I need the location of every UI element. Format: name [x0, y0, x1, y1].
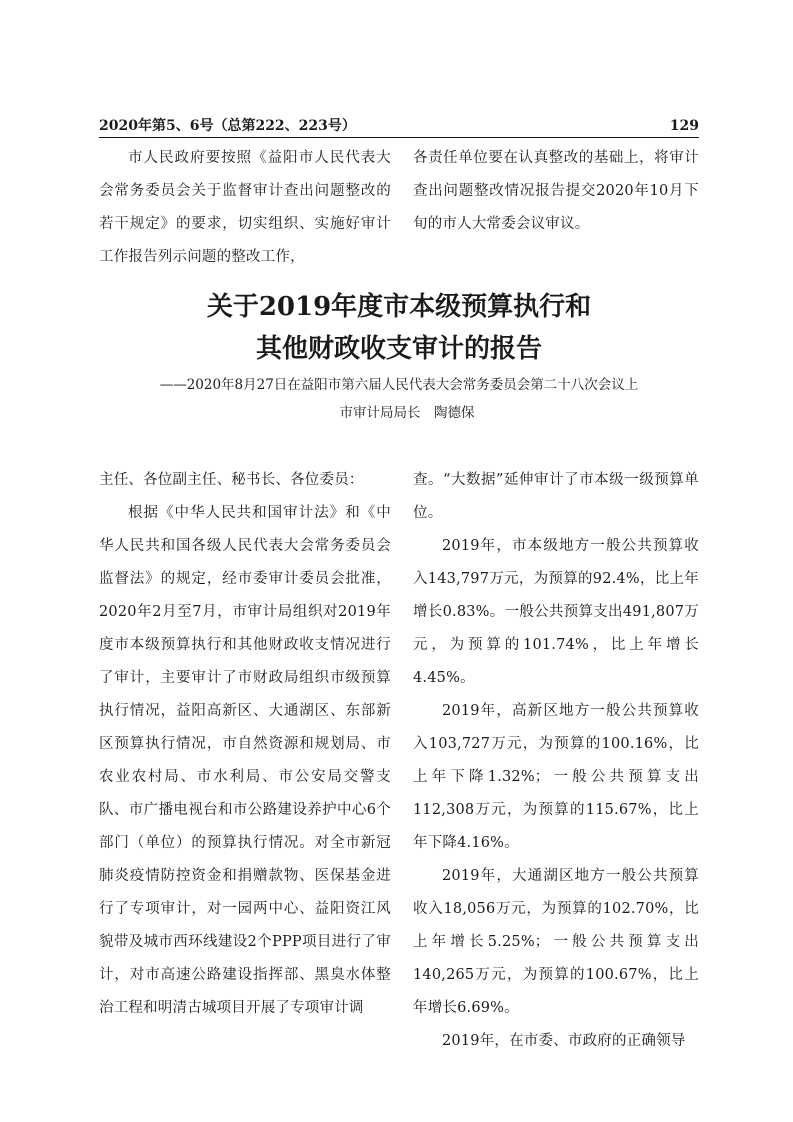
top-left-paragraph: 市人民政府要按照《益阳市人民代表大会常务委员会关于监督审计查出问题整改的若干规定》的要求，切实组织、实施好审计工作报告列示问题的整改工作，: [99, 150, 391, 265]
top-right-paragraph: 各责任单位要在认真整改的基础上，将审计查出问题整改情况报告提交2020年10月下旬的市人大常委会议审议。: [413, 150, 699, 232]
top-right-column: [413, 142, 699, 241]
body-paragraph-continued: 查。“大数据”延伸审计了市本级一级预算单位。: [413, 472, 699, 521]
body-paragraph: 2019年，在市委、市政府的正确领导: [442, 1033, 686, 1049]
page-number: 129: [669, 118, 699, 134]
top-left-column: [99, 142, 391, 274]
salutation: 主任、各位副主任、秘书长、各位委员：: [99, 472, 364, 488]
header-rule: [99, 137, 699, 138]
body-paragraph: 根据《中华人民共和国审计法》和《中华人民共和国各级人民代表大会常务委员会监督法》的规定，经市委审计委员会批准，2020年2月至7月，市审计局组织对2019年度市本级预算执行和其他财政收支情况进行了审计，主要审计了市财政局组织市级预算执行情况，益阳高新区、大通湖区、东部新区预算执行情况，市自然资源和规划局、市农业农村局、市水利局、市公安局交警支队、市广播电视台和市公路建设养护中心6个部门（单位）的预算执行情况。对全市新冠肺炎疫情防控资金和捐赠款物、医保基金进行了专项审计，对一园两中心、益阳资江风貌带及城市西环线建设2个PPP项目进行了审计，对市高速公路建设指挥部、黑臭水体整治工程和明清古城项目开展了专项审计调: [99, 505, 391, 1016]
running-header: [99, 117, 699, 135]
body-right-column: [413, 464, 699, 1058]
body-paragraph: 2019年，市本级地方一般公共预算收入143,797万元，为预算的92.4%，比上年增长0.83%。一般公共预算支出491,807万元，为预算的101.74%，比上年增长4.45%。: [413, 538, 699, 686]
article-title-line-2: 其他财政收支审计的报告: [255, 334, 542, 364]
issue-label: 2020年第5、6号（总第222、223号）: [99, 118, 356, 134]
article-title-line-1: 关于2019年度市本级预算执行和: [206, 292, 592, 322]
body-paragraph: 2019年，大通湖区地方一般公共预算收入18,056万元，为预算的102.70%，比上年增长5.25%；一般公共预算支出140,265万元，为预算的100.67%，比上年增长6.69%。: [413, 868, 699, 1016]
body-paragraph: 2019年，高新区地方一般公共预算收入103,727万元，为预算的100.16%，比上年下降1.32%；一般公共预算支出112,308万元，为预算的115.67%，比上年下降4.16%。: [413, 703, 699, 851]
article-title: [99, 286, 699, 370]
article-author: 市审计局局长 陶德保: [339, 405, 475, 421]
body-left-column: [99, 464, 391, 1025]
article-subtitle: ——2020年8月27日在益阳市第六届人民代表大会常务委员会第二十八次会议上: [159, 377, 639, 393]
